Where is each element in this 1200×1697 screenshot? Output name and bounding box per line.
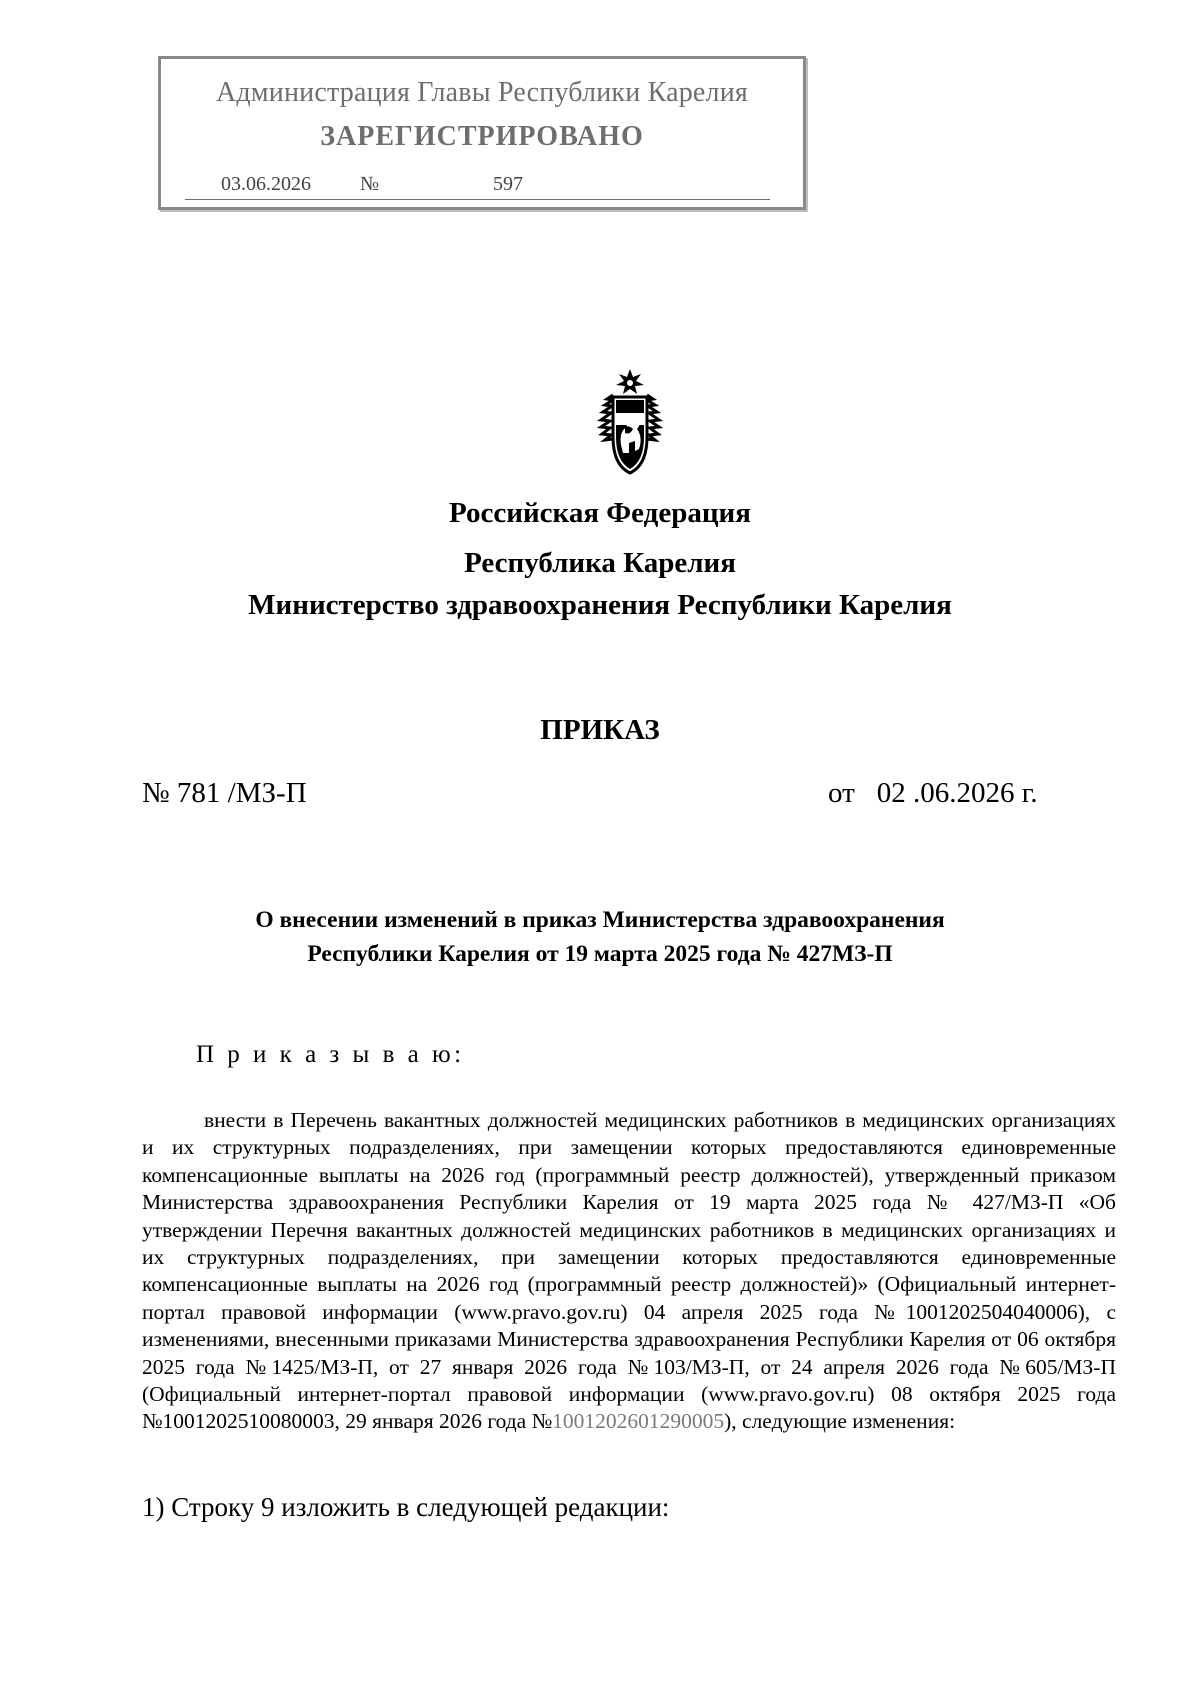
header-region: Республика Карелия [464, 547, 736, 579]
stamp-number: 597 [493, 173, 523, 195]
order-date: 02 .06.2026 г. [876, 777, 1038, 809]
stamp-number-sign: № [360, 173, 380, 195]
body-grey-number: 1001202601290005 [552, 1409, 725, 1434]
order-date-block [828, 777, 1038, 810]
directive-heading: П р и к а з ы в а ю: [196, 1041, 465, 1068]
body-paragraph [142, 1107, 1116, 1436]
document-type: ПРИКАЗ [540, 714, 660, 746]
order-date-prefix: от [828, 777, 855, 809]
order-number: № 781 /МЗ-П [142, 777, 307, 809]
header-ministry: Министерство здравоохранения Республики Карелия [248, 589, 952, 621]
registration-stamp [158, 56, 806, 210]
body-text-main: внести в Перечень вакантных должностей медицинских работников в медицинских организациях и их структурных подразделениях, при замещении которых предоставляются единовременные компенсационные выплаты на 2026 год (программный реестр должностей), утвержденный приказом Министерства здравоохранения Республики Карелия от 19 марта 2025 года № 427/МЗ-П «Об утверждении Перечня вакантных должностей медицинских работников в медицинских организациях и их структурных подразделениях, при замещении которых предоставляются единовременные компенсационные выплаты на 2026 год (программный реестр должностей)» (Официальный интернет-портал правовой информации (www.pravo.gov.ru) 04 апреля 2025 года №1001202504040006), с изменениями, внесенными приказами Министерства здравоохранения Республики Карелия от 06 октября 2025 года №1425/МЗ-П, от 27 января 2026 года №103/МЗ-П, от 24 апреля 2026 года №605/МЗ-П (Официальный интернет-портал правовой информации (www.pravo.gov.ru) 08 октября 2025 года №1001202510080003, 29 января 2026 года № [142, 1108, 1116, 1434]
stamp-date: 03.06.2026 [221, 173, 311, 195]
body-text-end: ), следующие изменения: [724, 1409, 956, 1434]
stamp-issuer: Администрация Главы Республики Карелия [216, 77, 748, 108]
list-item-1: 1) Строку 9 изложить в следующей редакции: [142, 1492, 670, 1522]
subject-line-2: Республики Карелия от 19 марта 2025 года № 427МЗ-П [307, 941, 893, 967]
karelia-coat-of-arms-icon [585, 367, 675, 477]
subject-line-1: О внесении изменений в приказ Министерства здравоохранения [255, 907, 945, 933]
stamp-registration-row [185, 171, 770, 200]
header-country: Российская Федерация [449, 497, 751, 529]
stamp-status: ЗАРЕГИСТРИРОВАНО [320, 121, 644, 152]
